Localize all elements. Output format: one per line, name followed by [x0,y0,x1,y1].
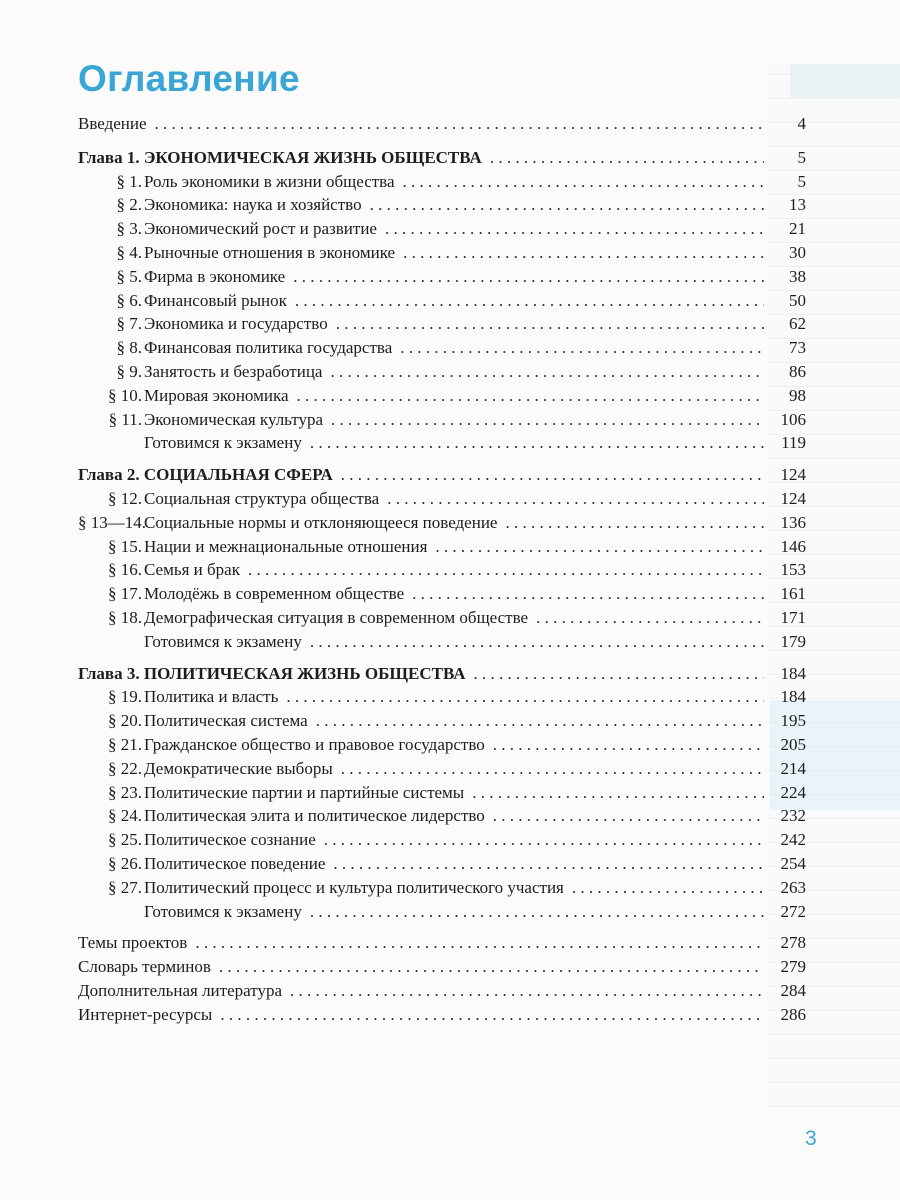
dot-leader [341,463,764,487]
toc-section[interactable] [78,360,806,384]
toc-entry-title: Экономическая культура [144,409,324,429]
dot-leader [572,876,764,900]
section-number: § 17. [108,584,142,604]
dot-leader [155,112,764,136]
section-number: § 20. [108,711,142,731]
toc-entry-title: Готовимся к экзамену [144,901,302,921]
toc-entry-page: 254 [780,853,806,873]
dot-leader [490,146,764,170]
toc-section[interactable] [78,336,806,360]
toc-entry-intro[interactable] [78,112,806,136]
section-number: § 12. [108,488,142,508]
section-number: § 5. [116,266,142,286]
section-number: § 6. [116,290,142,310]
toc-entry-title: Политический процесс и культура политического участия [144,877,564,897]
toc-entry-page: 242 [780,830,806,850]
toc-entry-title: Рыночные отношения в экономике [144,242,396,262]
toc-exam-prep[interactable] [78,630,806,654]
dot-leader [493,804,764,828]
toc-section[interactable] [78,289,806,313]
toc-entry-page: 153 [780,560,806,580]
toc-entry-page: 119 [781,433,806,453]
toc-section[interactable] [78,876,806,900]
toc-entry-page: 98 [789,385,806,405]
toc-entry-page: 73 [789,338,806,358]
toc-entry-title: Фирма в экономике [144,266,286,286]
toc-chapter-1[interactable] [78,146,806,170]
chapter-page: 5 [797,147,806,167]
toc-chapter-2[interactable] [78,463,806,487]
toc-entry-page: 136 [780,512,806,532]
dot-leader [310,900,764,924]
toc-entry-page: 124 [780,488,806,508]
toc-entry-title: Политическая элита и политическое лидерство [144,806,485,826]
section-number: § 26. [108,853,142,873]
dot-leader [324,828,764,852]
section-number: § 1. [116,171,142,191]
toc-appendix-entry[interactable] [78,931,806,955]
toc-entry-page: 106 [780,409,806,429]
dot-leader [331,408,764,432]
toc-entry-page: 146 [780,536,806,556]
toc-entry-title: Введение [78,114,147,133]
toc-entry-page: 279 [780,957,806,977]
dot-leader [219,955,764,979]
dot-leader [293,265,764,289]
facing-page-heading-bleed [790,64,900,98]
toc-section[interactable] [78,535,806,559]
toc-entry-title: Гражданское общество и правовое государство [144,734,485,754]
section-number: § 24. [108,806,142,826]
toc-entry-title: Словарь терминов [78,957,211,977]
chapter-label: Глава 2. [78,465,140,485]
toc-section[interactable] [78,685,806,709]
toc-entry-title: Экономика и государство [144,314,328,334]
dot-leader [310,630,764,654]
toc-entry-page: 232 [780,806,806,826]
toc-entry-title: Нации и межнациональные отношения [144,536,428,556]
section-number: § 19. [108,687,142,707]
toc-section[interactable] [78,828,806,852]
dot-leader [310,431,764,455]
toc-section[interactable] [78,781,806,805]
toc-entry-page: 171 [780,607,806,627]
toc-entry-title: Интернет-ресурсы [78,1004,213,1024]
dot-leader [412,582,764,606]
table-of-contents [78,112,806,1026]
dot-leader [536,606,764,630]
toc-appendix-entry[interactable] [78,979,806,1003]
section-number: § 16. [108,560,142,580]
dot-leader [290,979,764,1003]
toc-entry-title: Политические партии и партийные системы [144,782,465,802]
dot-leader [297,384,765,408]
toc-entry-page: 278 [780,933,806,953]
section-number: § 11. [108,409,142,429]
chapter-title: ПОЛИТИЧЕСКАЯ ЖИЗНЬ ОБЩЕСТВА [143,663,466,683]
toc-entry-title: Политическое поведение [144,853,326,873]
dot-leader [505,511,764,535]
toc-entry-title: Политика и власть [144,687,279,707]
toc-section[interactable] [78,408,806,432]
section-number: § 22. [108,758,142,778]
section-number: § 21. [108,734,142,754]
dot-leader [330,360,764,384]
toc-section[interactable] [78,558,806,582]
toc-section[interactable] [78,312,806,336]
toc-entry-title: Роль экономики в жизни общества [144,171,395,191]
dot-leader [248,558,764,582]
toc-entry-title: Мировая экономика [144,385,289,405]
section-number: § 9. [116,361,142,381]
chapter-page: 124 [780,465,806,485]
dot-leader [220,1003,764,1027]
toc-entry-page: 195 [780,711,806,731]
dot-leader [286,685,764,709]
toc-entry-title: Семья и брак [144,560,240,580]
toc-section[interactable] [78,757,806,781]
toc-entry-page: 50 [789,290,806,310]
section-number: § 10. [108,385,142,405]
toc-entry-title: Готовимся к экзамену [144,433,302,453]
dot-leader [295,289,764,313]
toc-entry-title: Политическое сознание [144,830,316,850]
section-number: § 27. [108,877,142,897]
toc-chapter-3[interactable] [78,662,806,686]
toc-entry-title: Экономика: наука и хозяйство [144,195,362,215]
section-number: § 23. [108,782,142,802]
toc-entry-title: Готовимся к экзамену [144,631,302,651]
dot-leader [435,535,764,559]
toc-section[interactable] [78,733,806,757]
dot-leader [403,170,764,194]
toc-entry-title: Демократические выборы [144,758,333,778]
toc-entry-page: 214 [780,758,806,778]
section-number: § 8. [116,338,142,358]
section-number: § 25. [108,830,142,850]
toc-entry-title: Темы проектов [78,933,188,953]
page-number: 3 [805,1127,817,1150]
toc-entry-page: 263 [780,877,806,897]
toc-entry-page: 4 [797,114,806,133]
toc-entry-title: Экономический рост и развитие [144,219,377,239]
dot-leader [385,217,764,241]
toc-exam-prep[interactable] [78,900,806,924]
section-number: § 2. [116,195,142,215]
toc-section[interactable] [78,709,806,733]
toc-entry-title: Демографическая ситуация в современном обществе [144,607,529,627]
dot-leader [403,241,764,265]
dot-leader [370,193,764,217]
toc-section[interactable] [78,241,806,265]
section-number: § 7. [116,314,142,334]
dot-leader [333,852,764,876]
toc-entry-page: 13 [789,195,806,215]
chapter-page: 184 [780,663,806,683]
toc-entry-page: 161 [780,584,806,604]
toc-entry-page: 21 [789,219,806,239]
toc-section[interactable] [78,804,806,828]
toc-entry-title: Занятость и безработица [144,361,323,381]
section-number: § 13—14. [78,512,146,532]
page-title: Оглавление [78,58,300,99]
section-number: § 4. [116,242,142,262]
dot-leader [474,662,765,686]
dot-leader [493,733,764,757]
section-number: § 18. [108,607,142,627]
dot-leader [341,757,764,781]
toc-section[interactable] [78,852,806,876]
toc-section[interactable] [78,384,806,408]
toc-entry-page: 5 [797,171,806,191]
dot-leader [316,709,764,733]
toc-section[interactable] [78,265,806,289]
toc-entry-page: 62 [789,314,806,334]
toc-section[interactable] [78,170,806,194]
chapter-label: Глава 3. [78,663,140,683]
toc-section[interactable] [78,511,806,535]
toc-entry-page: 179 [780,631,806,651]
toc-exam-prep[interactable] [78,431,806,455]
dot-leader [387,487,764,511]
dot-leader [400,336,764,360]
toc-entry-page: 224 [780,782,806,802]
chapter-label: Глава 1. [78,147,140,167]
toc-entry-page: 284 [780,980,806,1000]
toc-section[interactable] [78,193,806,217]
toc-appendix-entry[interactable] [78,1003,806,1027]
toc-section[interactable] [78,582,806,606]
toc-entry-page: 30 [789,242,806,262]
toc-entry-page: 272 [780,901,806,921]
toc-entry-title: Политическая система [144,711,308,731]
toc-entry-title: Финансовая политика государства [144,338,393,358]
dot-leader [472,781,764,805]
toc-appendix-entry[interactable] [78,955,806,979]
chapter-title: СОЦИАЛЬНАЯ СФЕРА [143,465,333,485]
toc-section[interactable] [78,606,806,630]
toc-entry-page: 205 [780,734,806,754]
toc-entry-title: Финансовый рынок [144,290,287,310]
toc-entry-title: Социальная структура общества [144,488,380,508]
toc-entry-title: Дополнительная литература [78,980,282,1000]
dot-leader [195,931,764,955]
toc-entry-page: 86 [789,361,806,381]
toc-section[interactable] [78,487,806,511]
toc-entry-page: 286 [780,1004,806,1024]
chapter-title: ЭКОНОМИЧЕСКАЯ ЖИЗНЬ ОБЩЕСТВА [143,147,482,167]
section-number: § 15. [108,536,142,556]
toc-entry-page: 184 [780,687,806,707]
section-number: § 3. [116,219,142,239]
toc-entry-page: 38 [789,266,806,286]
toc-entry-title: Социальные нормы и отклоняющееся поведение [144,512,498,532]
toc-entry-title: Молодёжь в современном обществе [144,584,405,604]
dot-leader [336,312,764,336]
toc-section[interactable] [78,217,806,241]
